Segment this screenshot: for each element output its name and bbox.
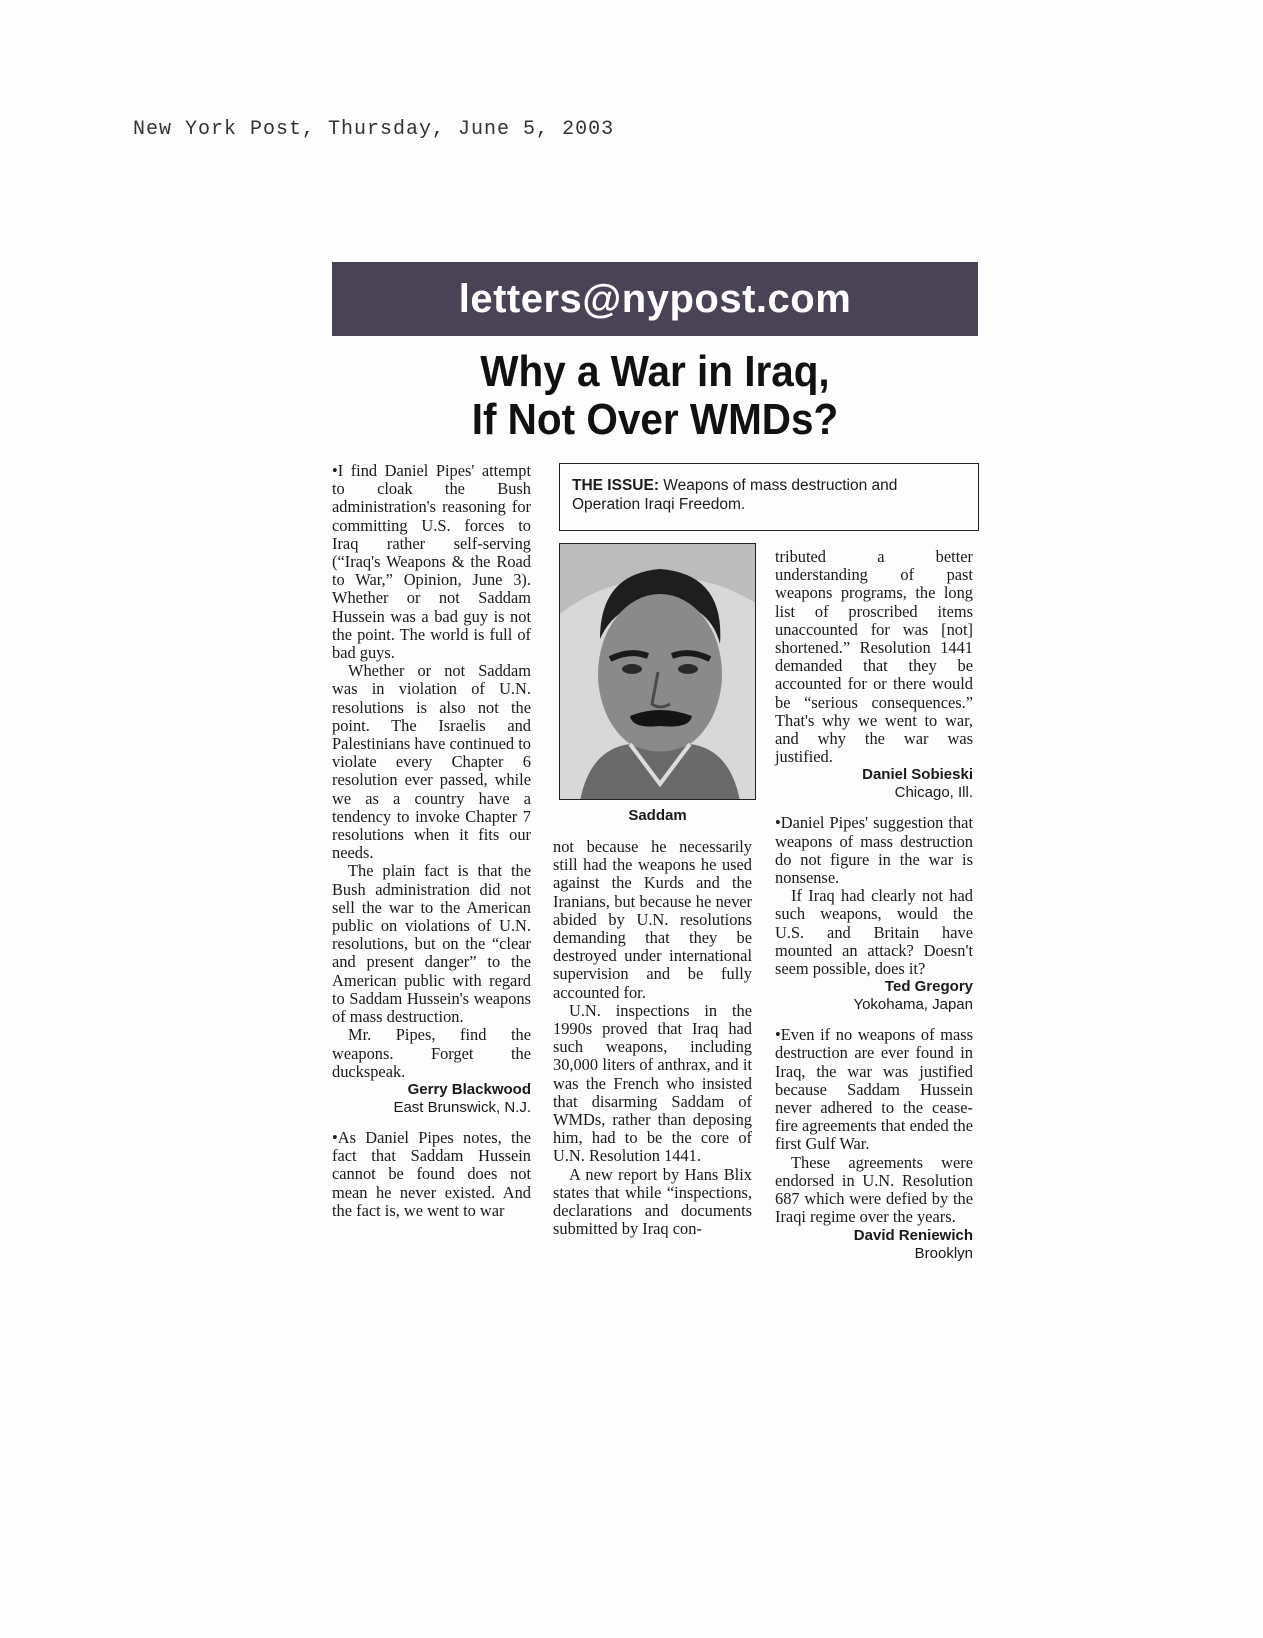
letter-paragraph: Mr. Pipes, find the weapons. Forget the duckspeak. xyxy=(332,1025,531,1081)
column-3 xyxy=(775,548,973,1263)
letter-paragraph: •Even if no weapons of mass destruction are ever found in Iraq, the war was justified because Saddam Hussein never adhered to the cease-fire agreements that ended the first Gulf War. xyxy=(775,1025,973,1154)
letter-paragraph: U.N. inspections in the 1990s proved that Iraq had such weapons, including 30,000 liters of anthrax, and it was the French who insisted that disarming Saddam of WMDs, rather than deposing him, had to be the core of U.N. Resolution 1441. xyxy=(553,1000,752,1166)
saddam-photo xyxy=(559,543,756,800)
issue-label: THE ISSUE: xyxy=(572,477,659,494)
headline xyxy=(358,348,952,444)
dateline: New York Post, Thursday, June 5, 2003 xyxy=(133,118,615,141)
headline-line-2: If Not Over WMDs? xyxy=(471,395,839,444)
letter-reniewich xyxy=(775,1026,973,1262)
letter-paragraph: If Iraq had clearly not had such weapons, would the U.S. and Britain have mounted an attack? Doesn't seem possible, does it? xyxy=(775,886,973,979)
portrait-image xyxy=(560,544,756,800)
letter-paragraph: •As Daniel Pipes notes, the fact that Saddam Hussein cannot be found does not mean he never existed. And the fact is, we went to war xyxy=(332,1127,531,1220)
letter-paragraph: •I find Daniel Pipes' attempt to cloak the Bush administration's reasoning for committing U.S. forces to Iraq rather self-serving (“Iraq's Weapons & the Road to War,” Opinion, June 3). Whether or not Saddam Hussein was a bad guy is not the point. The world is full of bad guys. xyxy=(332,461,531,663)
letter-paragraph: A new report by Hans Blix states that while “inspections, declarations and documents submitted by Iraq con- xyxy=(553,1164,752,1239)
signature-location: Yokohama, Japan xyxy=(853,996,973,1014)
signature-name: Daniel Sobieski xyxy=(862,766,973,784)
letter-gregory xyxy=(775,814,973,1014)
column-2 xyxy=(553,838,752,1238)
signature-location: Brooklyn xyxy=(914,1244,973,1262)
headline-line-1: Why a War in Iraq, xyxy=(480,347,830,396)
letter-blackwood xyxy=(332,462,531,1117)
photo-caption: Saddam xyxy=(628,807,687,824)
letters-banner: letters@nypost.com xyxy=(332,262,978,336)
letter-paragraph: The plain fact is that the Bush administration did not sell the war to the American public on violations of U.N. resolutions, but on the “clear and present danger” to the American public with regard to Saddam Hussein's weapons of mass destruction. xyxy=(332,861,531,1027)
letter-sobieski-end xyxy=(775,548,973,802)
signature-location: East Brunswick, N.J. xyxy=(393,1098,531,1116)
letter-paragraph: •Daniel Pipes' suggestion that weapons of mass destruction do not figure in the war is nonsense. xyxy=(775,813,973,888)
signature-name: David Reniewich xyxy=(853,1226,973,1244)
letter-paragraph: Whether or not Saddam was in violation of U.N. resolutions is also not the point. The Israelis and Palestinians have continued to violate every Chapter 6 resolution ever passed, while we as a country have a tendency to invoke Chapter 7 resolutions when it fits our needs. xyxy=(332,661,531,863)
letter-paragraph: These agreements were endorsed in U.N. Resolution 687 which were defied by the Iraqi regime over the years. xyxy=(775,1152,973,1227)
signature-location: Chicago, Ill. xyxy=(894,784,973,802)
signature-name: Gerry Blackwood xyxy=(407,1080,531,1098)
letter-sobieski-start xyxy=(332,1129,531,1220)
letter-paragraph: tributed a better understanding of past weapons programs, the long list of proscribed items unaccounted for was [not] shortened.” Resolution 1441 demanded that they be accounted for or there would be “serious consequences.” That's why we went to war, and why the war was justified. xyxy=(775,547,973,767)
issue-text: Weapons of mass destruction and Operation Iraqi Freedom. xyxy=(572,477,898,513)
column-1 xyxy=(332,462,531,1220)
signature-name: Ted Gregory xyxy=(884,978,973,996)
issue-box xyxy=(559,463,979,531)
letter-paragraph: not because he necessarily still had the weapons he used against the Kurds and the Iranians, but because he never abided by U.N. resolutions demanding that they be destroyed under international supervision and be fully accounted for. xyxy=(553,837,752,1002)
